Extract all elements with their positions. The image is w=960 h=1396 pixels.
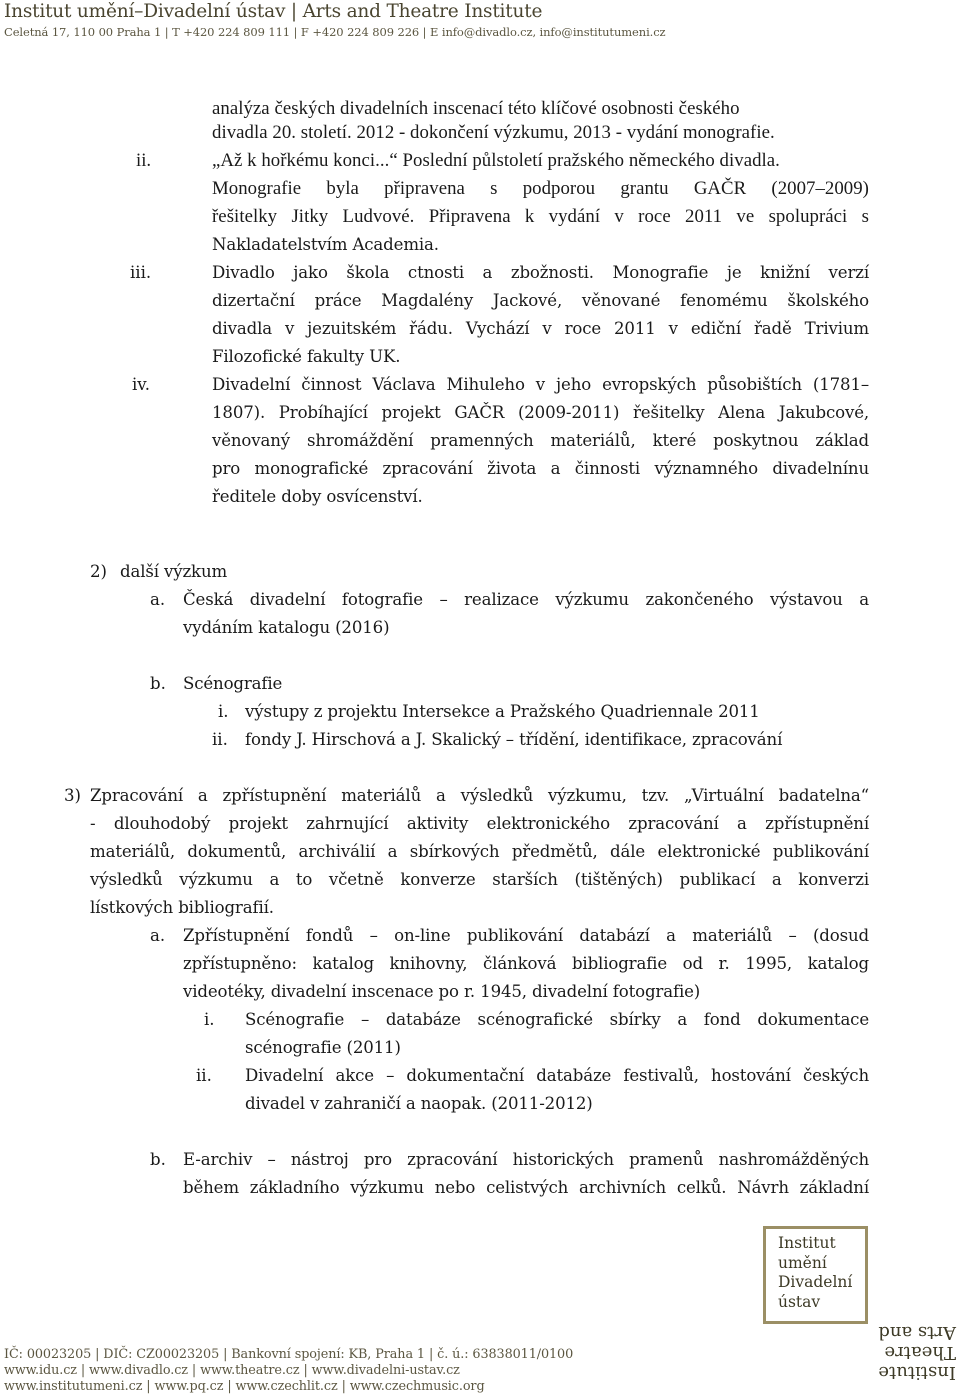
- section-2a-letter: a.: [150, 590, 166, 609]
- item-ii-number: ii.: [136, 150, 152, 171]
- section-2a-text: Česká divadelní fotografie – realizace výzkumu zakončeného výstavou a: [183, 590, 869, 609]
- section-3a-text: Zpřístupnění fondů – on-line publikování databází a materiálů – (dosud: [183, 926, 869, 945]
- item-iv-text: Divadelní činnost Václava Mihuleho v jeho evropských působištích (1781–: [212, 375, 869, 394]
- item-i-text: divadla 20. století. 2012 - dokončení výzkumu, 2013 - vydání monografie.: [212, 122, 775, 143]
- section-3-text: Zpracování a zpřístupnění materiálů a výsledků výzkumu, tzv. „Virtuální badatelna“: [90, 786, 869, 805]
- item-iv-text: věnovaný shromáždění pramenných materiálů, které poskytnou základ: [212, 431, 869, 450]
- item-iv-number: iv.: [132, 375, 150, 394]
- section-2b-i-number: i.: [218, 702, 229, 721]
- item-iii-text: divadla v jezuitském řádu. Vychází v roce 2011 v ediční řadě Trivium: [212, 319, 869, 338]
- section-3a-ii-number: ii.: [196, 1066, 212, 1085]
- letterhead-title: Institut umění–Divadelní ústav | Arts and Theatre Institute: [4, 1, 543, 22]
- footer-company-ids: IČ: 00023205 | DIČ: CZ00023205 | Bankovní spojení: KB, Praha 1 | č. ú.: 63838011/0100: [4, 1347, 574, 1362]
- section-3b-text: E-archiv – nástroj pro zpracování historických pramenů nashromážděných: [183, 1150, 869, 1169]
- section-3a-i-text: scénografie (2011): [245, 1038, 401, 1057]
- section-3-text: materiálů, dokumentů, archiválií a sbírkových předmětů, dále elektronické publikování: [90, 842, 869, 861]
- item-iv-text: ředitele doby osvícenství.: [212, 487, 423, 506]
- section-2b-ii-number: ii.: [212, 730, 228, 749]
- item-iii-text: Filozofické fakulty UK.: [212, 347, 401, 366]
- item-iv-text: pro monografické zpracování života a činnosti významného divadelnínu: [212, 459, 869, 478]
- section-2a-text: vydáním katalogu (2016): [183, 618, 390, 637]
- section-3a-text: zpřístupněno: katalog knihovny, článková bibliografie od r. 1995, katalog: [183, 954, 869, 973]
- section-3-text: lístkových bibliografií.: [90, 898, 274, 917]
- section-3a-i-number: i.: [204, 1010, 215, 1029]
- item-iii-number: iii.: [130, 263, 152, 282]
- logo-mirrored-wordmark: Institute Theatre Arts and: [878, 1322, 956, 1383]
- section-3a-text: videotéky, divadelní inscenace po r. 1945, divadelní fotografie): [183, 982, 701, 1001]
- item-i-text: analýza českých divadelních inscenací této klíčové osobnosti českého: [212, 98, 740, 119]
- section-3a-letter: a.: [150, 926, 166, 945]
- section-3-text: - dlouhodobý projekt zahrnující aktivity elektronického zpracování a zpřístupnění: [90, 814, 869, 833]
- item-ii-text: řešitelky Jitky Ludvové. Připravena k vydání v roce 2011 ve spolupráci s: [212, 206, 869, 227]
- item-ii-text: Monografie byla připravena s podporou grantu GAČR (2007–2009): [212, 178, 869, 199]
- item-ii-text: „Až k hořkému konci...“ Poslední půlstoletí pražského německého divadla.: [212, 150, 780, 171]
- section-2b-title: Scénografie: [183, 674, 283, 693]
- logo-wordmark: Institut umění Divadelní ústav: [778, 1234, 853, 1311]
- section-2-title: další výzkum: [120, 562, 228, 581]
- section-2b-ii-text: fondy J. Hirschová a J. Skalický – třídění, identifikace, zpracování: [245, 730, 783, 749]
- section-2b-letter: b.: [150, 674, 166, 693]
- section-3a-ii-text: Divadelní akce – dokumentační databáze festivalů, hostování českých: [245, 1066, 869, 1085]
- item-iii-text: Divadlo jako škola ctnosti a zbožnosti. Monografie je knižní verzí: [212, 263, 869, 282]
- footer-websites: www.institutumeni.cz | www.pq.cz | www.czechlit.cz | www.czechmusic.org: [4, 1379, 485, 1394]
- section-3a-ii-text: divadel v zahraničí a naopak. (2011-2012): [245, 1094, 593, 1113]
- footer-websites: www.idu.cz | www.divadlo.cz | www.theatre.cz | www.divadelni-ustav.cz: [4, 1363, 460, 1378]
- item-iii-text: dizertační práce Magdalény Jackové, věnované fenomému školského: [212, 291, 869, 310]
- letterhead-contact: Celetná 17, 110 00 Praha 1 | T +420 224 809 111 | F +420 224 809 226 | E info@divadlo.cz, info@institutumeni.cz: [4, 25, 666, 39]
- institute-logo: [763, 1226, 868, 1324]
- section-2-number: 2): [90, 562, 108, 581]
- section-3-text: výsledků výzkumu a to včetně konverze starších (tištěných) publikací a konverzi: [90, 870, 869, 889]
- section-3a-i-text: Scénografie – databáze scénografické sbírky a fond dokumentace: [245, 1010, 869, 1029]
- section-3b-text: během základního výzkumu nebo celistvých archivních celků. Návrh základní: [183, 1178, 869, 1197]
- section-3b-letter: b.: [150, 1150, 166, 1169]
- item-ii-text: Nakladatelstvím Academia.: [212, 235, 439, 254]
- item-iv-text: 1807). Probíhající projekt GAČR (2009-2011) řešitelky Alena Jakubcové,: [212, 403, 869, 422]
- section-2b-i-text: výstupy z projektu Intersekce a Pražského Quadriennale 2011: [245, 702, 760, 721]
- section-3-number: 3): [64, 786, 82, 805]
